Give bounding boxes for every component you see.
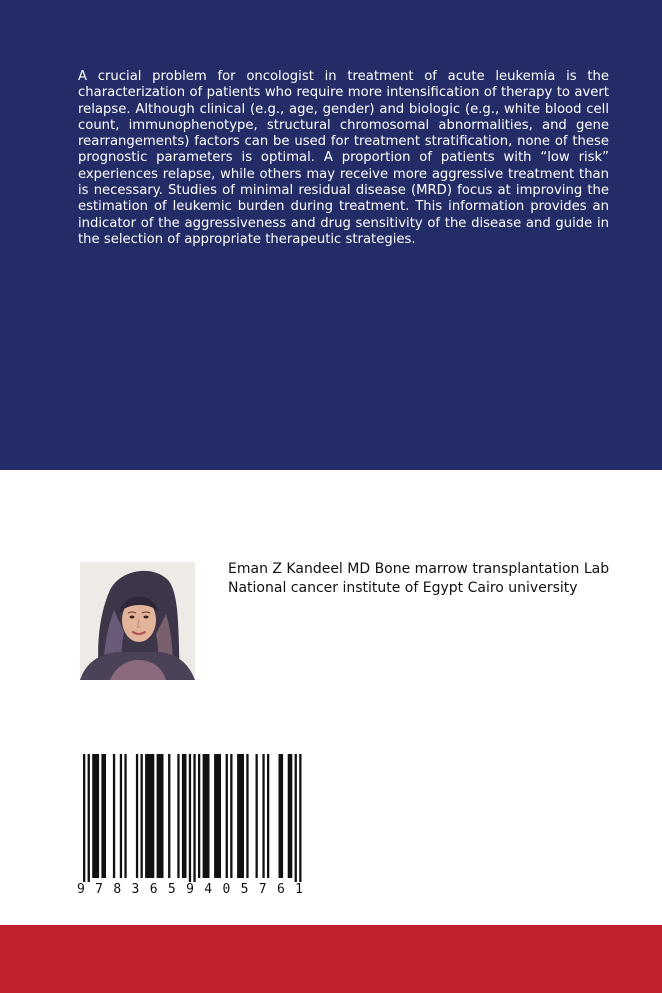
- barcode-bar: [295, 754, 297, 882]
- barcode-bar: [214, 754, 221, 878]
- author-bio: Eman Z Kandeel MD Bone marrow transplantation Lab National cancer institute of Egypt Cairo university: [228, 561, 610, 596]
- barcode-bar: [120, 754, 122, 878]
- barcode-bar: [237, 754, 244, 878]
- barcode-bar: [177, 754, 179, 878]
- barcode-bar: [101, 754, 106, 878]
- barcode-bar: [198, 754, 200, 878]
- barcode-bar: [256, 754, 258, 878]
- barcode-bar: [182, 754, 187, 878]
- isbn-barcode: [73, 752, 311, 902]
- barcode-bar: [136, 754, 138, 878]
- barcode-bar: [193, 754, 195, 882]
- barcode-bar: [145, 754, 154, 878]
- barcode-bars: [83, 754, 302, 882]
- barcode-bar: [288, 754, 293, 878]
- barcode-bar: [279, 754, 284, 878]
- barcode-bar: [267, 754, 269, 878]
- barcode-bar: [92, 754, 99, 878]
- barcode-bar: [88, 754, 90, 882]
- barcode-bar: [203, 754, 210, 878]
- author-photo: [80, 562, 195, 680]
- book-blurb: A crucial problem for oncologist in treatment of acute leukemia is the characterization of patients who require more intensification of therapy to avert relapse. Although clinical (e.g., age, gender) and biologic (e.g., white blood cell count, immunophenotype, structural chromosomal abnormalities, and gene rearrangements) factors can be used for treatment stratification, none of these prognostic parameters is optimal. A proportion of patients with “low risk” experiences relapse, while others may receive more aggressive treatment than is necessary. Studies of minimal residual disease (MRD) focus at improving the estimation of leukemic burden during treatment. This information provides an indicator of the aggressiveness and drug sensitivity of the disease and guide in the selection of appropriate therapeutic strategies.: [78, 69, 609, 247]
- barcode-bar: [124, 754, 126, 878]
- cover-bottom-band: [0, 925, 662, 993]
- cover-top-panel: [0, 0, 662, 470]
- barcode-bar: [299, 754, 301, 882]
- barcode-bar: [262, 754, 264, 878]
- barcode-bar: [83, 754, 85, 882]
- barcode-bar: [113, 754, 115, 878]
- barcode-digits: 9783659405761: [77, 882, 303, 897]
- barcode-bar: [157, 754, 164, 878]
- barcode-bar: [189, 754, 191, 882]
- barcode-bar: [141, 754, 143, 878]
- barcode-bar: [226, 754, 228, 878]
- barcode-bar: [230, 754, 232, 878]
- barcode-bar: [168, 754, 170, 878]
- barcode-bar: [246, 754, 248, 878]
